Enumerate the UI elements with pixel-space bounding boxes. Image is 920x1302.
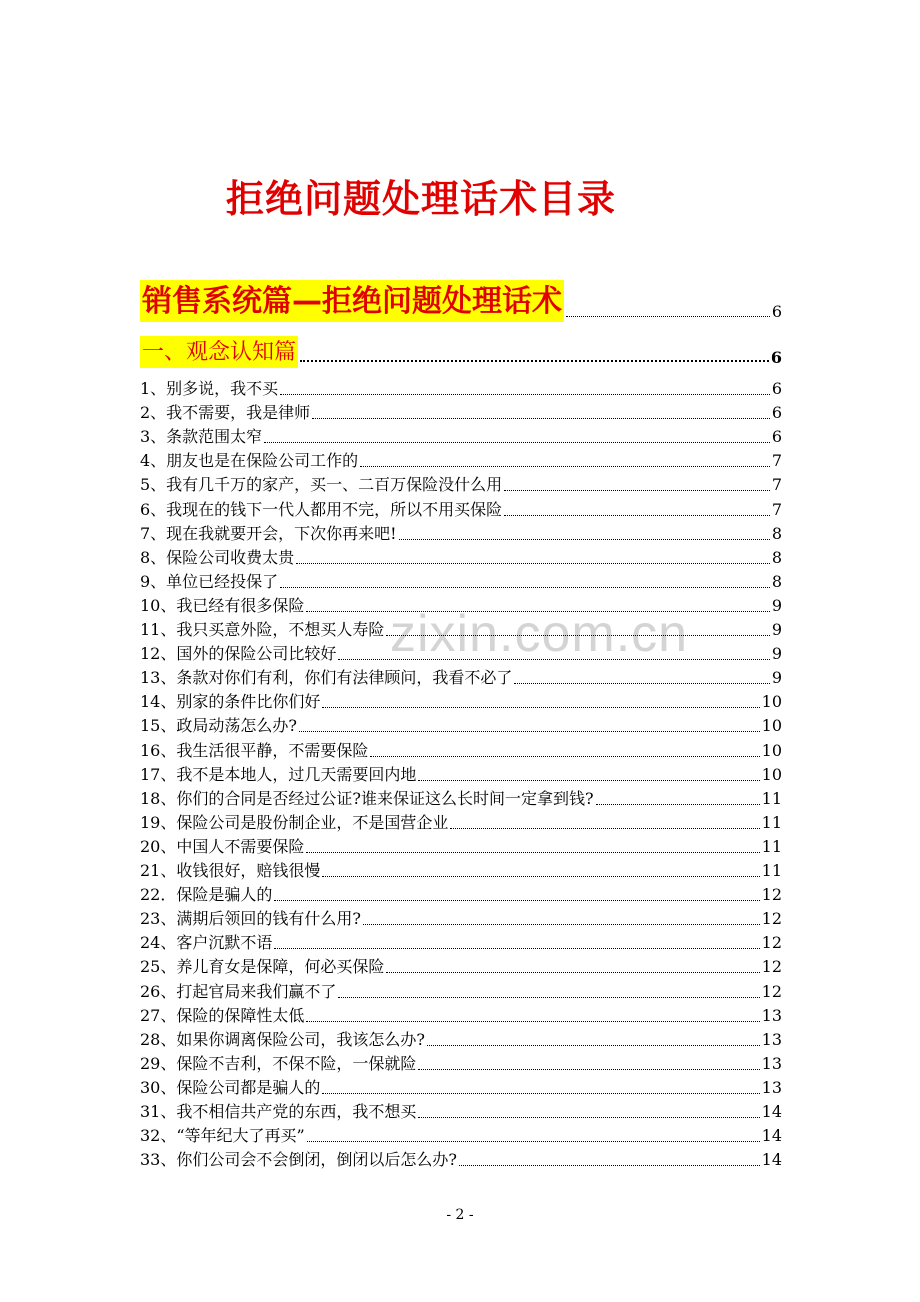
toc-page-number: 8 <box>771 571 782 591</box>
toc-dot-leader <box>427 1045 760 1046</box>
toc-item-label: 10、我已经有很多保险 <box>140 595 305 615</box>
toc-item[interactable] <box>140 884 782 906</box>
toc-subsection-entry[interactable] <box>140 336 782 368</box>
toc-item[interactable] <box>140 571 782 593</box>
toc-dot-leader <box>386 635 769 636</box>
toc-dot-leader <box>566 316 770 317</box>
toc-page-number: 7 <box>771 451 782 471</box>
watermark: zixin.com.cn <box>390 605 689 663</box>
toc-item-label: 33、你们公司会不会倒闭，倒闭以后怎么办? <box>140 1150 457 1170</box>
toc-item[interactable] <box>140 523 782 545</box>
toc-item[interactable] <box>140 426 782 448</box>
toc-dot-leader <box>596 804 760 805</box>
toc-page-number: 12 <box>761 885 782 905</box>
toc-page-number: 8 <box>771 523 782 543</box>
toc-item-label: 29、保险不吉利，不保不险，一保就险 <box>140 1053 417 1073</box>
toc-dot-leader <box>450 828 759 829</box>
document-title: 拒绝问题处理话术目录 <box>225 177 616 221</box>
toc-item-label: 8、保险公司收费太贵 <box>140 547 295 567</box>
page-footer: - 2 - <box>446 1207 474 1223</box>
toc-dot-leader <box>459 1165 760 1166</box>
toc-item[interactable] <box>140 1029 782 1051</box>
toc-dot-leader <box>363 924 760 925</box>
toc-dot-leader <box>360 466 770 467</box>
toc-item-label: 31、我不相信共产党的东西，我不想买 <box>140 1102 417 1121</box>
toc-item[interactable] <box>140 474 782 496</box>
toc-item-label: 20、中国人不需要保险 <box>140 836 305 856</box>
toc-item[interactable] <box>140 643 782 665</box>
toc-dot-leader <box>299 731 760 732</box>
toc-item[interactable] <box>140 1077 782 1099</box>
toc-page-number: 9 <box>771 620 782 639</box>
toc-section-label: 销售系统篇—拒绝问题处理话术 <box>140 280 564 322</box>
toc-item[interactable] <box>140 981 782 1003</box>
toc-page-number: 9 <box>771 668 782 688</box>
toc-item-label: 18、你们的合同是否经过公证?谁来保证这么长时间一定拿到钱? <box>140 788 594 808</box>
toc-item[interactable] <box>140 499 782 521</box>
toc-item-label: 27、保险的保障性太低 <box>140 1005 305 1025</box>
toc-subsection-label: 一、观念认知篇 <box>140 336 298 368</box>
toc-item-label: 21、收钱很好，赔钱很慢 <box>140 861 321 880</box>
toc-dot-leader <box>280 394 770 395</box>
toc-item[interactable] <box>140 764 782 786</box>
toc-item[interactable] <box>140 836 782 858</box>
toc-item-label: 2、我不需要，我是律师 <box>140 403 311 423</box>
toc-dot-leader <box>296 563 770 564</box>
toc-item-label: 6、我现在的钱下一代人都用不完，所以不用买保险 <box>140 499 503 519</box>
toc-item-label: 15、政局动荡怎么办? <box>140 716 297 736</box>
toc-page-number: 14 <box>761 1150 782 1170</box>
toc-item-label: 3、条款范围太窄 <box>140 427 263 447</box>
toc-page-number: 12 <box>761 957 782 977</box>
toc-item[interactable] <box>140 402 782 424</box>
toc-item-label: 28、如果你调离保险公司，我该怎么办? <box>140 1029 425 1049</box>
toc-dot-leader <box>264 442 770 443</box>
toc-dot-leader <box>418 780 759 781</box>
toc-item[interactable] <box>140 1053 782 1075</box>
toc-item-label: 24、客户沉默不语 <box>140 933 273 953</box>
toc-dot-leader <box>306 611 769 612</box>
toc-item[interactable] <box>140 860 782 882</box>
toc-item[interactable] <box>140 619 782 641</box>
toc-section-entry[interactable] <box>140 280 782 322</box>
toc-item[interactable] <box>140 691 782 713</box>
toc-dot-leader <box>504 515 770 516</box>
toc-page-number: 9 <box>771 644 782 664</box>
toc-page-number: 13 <box>761 1029 782 1049</box>
toc-item[interactable] <box>140 595 782 617</box>
toc-page-number: 6 <box>771 427 782 447</box>
toc-item[interactable] <box>140 378 782 400</box>
toc-item-label: 17、我不是本地人，过几天需要回内地 <box>140 764 417 784</box>
toc-page-number: 12 <box>761 981 782 1001</box>
toc-dot-leader <box>338 659 769 660</box>
toc-dot-leader <box>300 360 769 362</box>
toc-item-label: 32、“等年纪大了再买” <box>140 1126 305 1146</box>
toc-page-number: 10 <box>761 692 782 712</box>
toc-item-label: 1、别多说，我不买 <box>140 379 279 398</box>
toc-page-number: 6 <box>770 348 782 367</box>
toc-dot-leader <box>399 539 770 540</box>
toc-item[interactable] <box>140 1101 782 1123</box>
toc-page-number: 9 <box>771 595 782 615</box>
toc-page-number: 10 <box>761 716 782 736</box>
toc-item[interactable] <box>140 667 782 689</box>
toc-item[interactable] <box>140 788 782 810</box>
toc-dot-leader <box>312 418 770 419</box>
toc-item-label: 30、保险公司都是骗人的 <box>140 1077 321 1097</box>
toc-item-label: 5、我有几千万的家产，买一、二百万保险没什么用 <box>140 475 503 495</box>
toc-page-number: 6 <box>771 379 782 398</box>
toc-page-number: 13 <box>761 1005 782 1025</box>
toc-item[interactable] <box>140 1005 782 1027</box>
toc-page-number: 7 <box>771 499 782 519</box>
toc-dot-leader <box>386 972 759 973</box>
toc-item-label: 7、现在我就要开会，下次你再来吧! <box>140 523 397 543</box>
toc-item[interactable] <box>140 450 782 472</box>
toc-item-label: 19、保险公司是股份制企业，不是国营企业 <box>140 812 449 832</box>
toc-page-number: 12 <box>761 933 782 953</box>
toc-page-number: 8 <box>771 547 782 567</box>
toc-page-number: 11 <box>761 836 782 856</box>
toc-item-label: 14、别家的条件比你们好 <box>140 692 321 712</box>
toc-page-number: 11 <box>761 861 782 880</box>
toc-dot-leader <box>418 1117 759 1118</box>
toc-dot-leader <box>514 683 769 684</box>
toc-dot-leader <box>338 997 759 998</box>
toc-page-number: 12 <box>761 909 782 929</box>
toc-dot-leader <box>322 1093 759 1094</box>
toc-page-number: 11 <box>761 812 782 832</box>
toc-dot-leader <box>280 587 770 588</box>
toc-page-number: 10 <box>761 740 782 760</box>
toc-dot-leader <box>274 948 759 949</box>
toc-item-label: 12、国外的保险公司比较好 <box>140 644 337 664</box>
toc-item[interactable] <box>140 1125 782 1147</box>
toc-item[interactable] <box>140 547 782 569</box>
toc-item[interactable] <box>140 1149 782 1171</box>
toc-page-number: 13 <box>761 1077 782 1097</box>
toc-page-number: 6 <box>771 403 782 423</box>
toc-item[interactable] <box>140 812 782 834</box>
toc-page-number: 11 <box>761 788 782 808</box>
toc-page-number: 14 <box>761 1126 782 1146</box>
toc-item-label: 4、朋友也是在保险公司工作的 <box>140 451 359 471</box>
toc-item-label: 9、单位已经投保了 <box>140 571 279 591</box>
toc-item[interactable] <box>140 715 782 737</box>
toc-item[interactable] <box>140 908 782 930</box>
toc-item-label: 16、我生活很平静，不需要保险 <box>140 740 369 760</box>
toc-item[interactable] <box>140 932 782 954</box>
toc-dot-leader <box>418 1069 759 1070</box>
toc-dot-leader <box>370 756 759 757</box>
toc-item-label: 11、我只买意外险，不想买人寿险 <box>140 620 385 639</box>
toc-dot-leader <box>306 852 759 853</box>
toc-dot-leader <box>274 900 759 901</box>
toc-page-number: 6 <box>771 302 782 321</box>
toc-dot-leader <box>306 1021 759 1022</box>
toc-dot-leader <box>504 490 770 491</box>
toc-item-label: 23、满期后领回的钱有什么用? <box>140 909 361 929</box>
toc-dot-leader <box>307 1141 760 1142</box>
toc-dot-leader <box>322 707 759 708</box>
toc-item-label: 26、打起官局来我们赢不了 <box>140 981 337 1001</box>
toc-page-number: 10 <box>761 764 782 784</box>
toc-item[interactable] <box>140 956 782 978</box>
toc-page-number: 13 <box>761 1053 782 1073</box>
toc-item[interactable] <box>140 740 782 762</box>
toc-item-label: 22．保险是骗人的 <box>140 885 273 905</box>
toc-item-label: 25、养儿育女是保障，何必买保险 <box>140 957 385 977</box>
toc-page-number: 7 <box>771 475 782 495</box>
toc-dot-leader <box>322 876 759 877</box>
toc-item-label: 13、条款对你们有利，你们有法律顾问，我看不必了 <box>140 668 513 688</box>
toc-page-number: 14 <box>761 1102 782 1121</box>
